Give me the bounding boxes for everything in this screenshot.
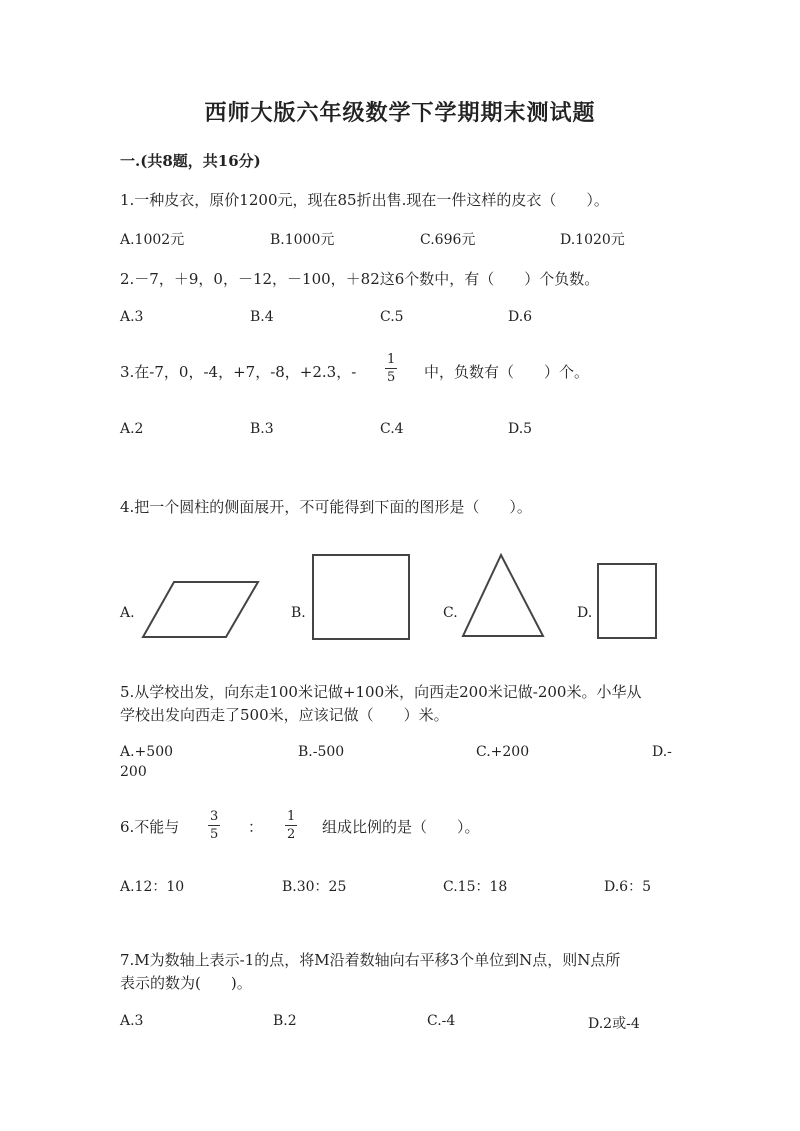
q3-option-c: C.4 (380, 421, 404, 437)
q6-option-b: B.30：25 (282, 879, 347, 895)
q5-option-d: D.- (652, 744, 672, 760)
q4-option-b: B. (291, 605, 306, 621)
fraction-numerator: 3 (210, 809, 219, 824)
q6-option-c: C.15：18 (443, 879, 508, 895)
q2-option-d: D.6 (508, 309, 533, 325)
ratio-colon: ： (248, 818, 264, 836)
q2-option-b: B.4 (250, 309, 274, 325)
parallelogram-shape (140, 580, 262, 640)
q3-fraction (385, 353, 397, 384)
question-6-suffix: 组成比例的是（ ）。 (322, 818, 480, 836)
square-shape (311, 553, 411, 641)
q4-option-a: A. (120, 605, 135, 621)
page-title: 西师大版六年级数学下学期期末测试题 (204, 100, 596, 126)
q5-option-c: C.+200 (476, 744, 530, 760)
question-3-suffix: 中，负数有（ ）个。 (424, 363, 590, 381)
q7-option-d: D.2或-4 (588, 1016, 640, 1032)
q1-option-d: D.1020元 (560, 232, 625, 248)
fraction-numerator: 1 (287, 809, 296, 824)
fraction-numerator: 1 (387, 352, 396, 367)
section-heading: 一.(共8题，共16分) (120, 152, 261, 170)
q5-option-a: A.+500 (120, 744, 174, 760)
question-5-line-2: 学校出发向西走了500米，应该记做（ ）米。 (120, 706, 449, 724)
q6-option-a: A.12：10 (120, 879, 185, 895)
question-1: 1.一种皮衣，原价1200元，现在85折出售.现在一件这样的皮衣（ ）。 (120, 191, 609, 209)
fraction-denominator: 2 (287, 827, 296, 842)
q1-option-c: C.696元 (420, 232, 476, 248)
q1-option-a: A.1002元 (120, 232, 185, 248)
q2-option-a: A.3 (120, 309, 144, 325)
q5-option-d-continued: 200 (120, 764, 147, 780)
q6-option-d: D.6：5 (604, 879, 651, 895)
q7-option-a: A.3 (120, 1013, 144, 1029)
q3-option-d: D.5 (508, 421, 533, 437)
q2-option-c: C.5 (380, 309, 404, 325)
question-4: 4.把一个圆柱的侧面展开，不可能得到下面的图形是（ ）。 (120, 498, 532, 516)
rectangle-shape (596, 562, 658, 640)
question-7-line-2: 表示的数为( )。 (120, 974, 252, 992)
fraction-denominator: 5 (210, 827, 219, 842)
q3-option-b: B.3 (250, 421, 274, 437)
question-3-prefix: 3.在-7，0，-4，+7，-8，+2.3，- (120, 363, 357, 381)
q1-option-b: B.1000元 (270, 232, 335, 248)
question-7-line-1: 7.M为数轴上表示-1的点，将M沿着数轴向右平移3个单位到N点，则N点所 (120, 951, 621, 969)
q6-fraction-2 (285, 810, 297, 841)
q4-option-c: C. (443, 605, 458, 621)
q7-option-c: C.-4 (427, 1013, 456, 1029)
question-6-prefix: 6.不能与 (120, 818, 180, 836)
q4-option-d: D. (577, 605, 593, 621)
q7-option-b: B.2 (273, 1013, 297, 1029)
q3-option-a: A.2 (120, 421, 144, 437)
q6-fraction-1 (208, 810, 220, 841)
question-5-line-1: 5.从学校出发，向东走100米记做+100米，向西走200米记做-200米。小华从 (120, 683, 642, 701)
triangle-shape (460, 552, 546, 640)
fraction-denominator: 5 (387, 370, 396, 385)
question-2: 2.－7，＋9，0，－12，－100，＋82这6个数中，有（ ）个负数。 (120, 270, 600, 288)
q5-option-b: B.-500 (298, 744, 345, 760)
